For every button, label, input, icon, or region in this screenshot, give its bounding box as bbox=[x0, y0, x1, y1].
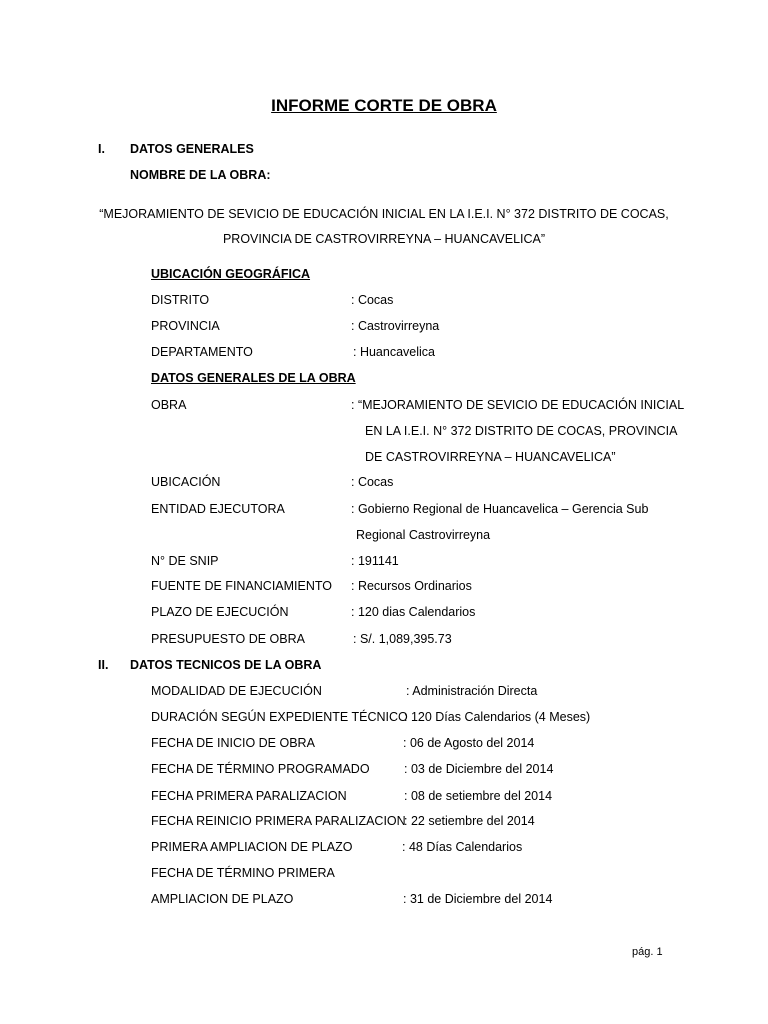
section-2-number: II. bbox=[98, 658, 109, 672]
section-1-heading: DATOS GENERALES bbox=[130, 142, 254, 156]
distrito-label: DISTRITO bbox=[151, 293, 210, 307]
tech-row-value: : 22 setiembre del 2014 bbox=[404, 814, 535, 828]
nombre-obra-line-1: “MEJORAMIENTO DE SEVICIO DE EDUCACIÓN INICIAL EN LA I.E.I. N° 372 DISTRITO DE COCAS, bbox=[99, 207, 669, 221]
fuente-value: : Recursos Ordinarios bbox=[351, 579, 472, 593]
ubicacion-label: UBICACIÓN bbox=[151, 475, 221, 489]
obra-value-line-3: DE CASTROVIRREYNA – HUANCAVELICA” bbox=[365, 450, 616, 464]
provincia-label: PROVINCIA bbox=[151, 319, 220, 333]
departamento-value: : Huancavelica bbox=[353, 345, 435, 359]
obra-label: OBRA bbox=[151, 398, 187, 412]
tech-row-value: : 03 de Diciembre del 2014 bbox=[404, 762, 554, 776]
page-number: pág. 1 bbox=[632, 946, 663, 958]
tech-row-value: : 31 de Diciembre del 2014 bbox=[403, 892, 553, 906]
tech-row-label: FECHA DE TÉRMINO PRIMERA bbox=[151, 866, 335, 880]
tech-row-label: FECHA DE TÉRMINO PROGRAMADO bbox=[151, 762, 370, 776]
obra-value-line-2: EN LA I.E.I. N° 372 DISTRITO DE COCAS, PROVINCIA bbox=[365, 424, 678, 438]
tech-row-value: : 08 de setiembre del 2014 bbox=[404, 789, 553, 803]
tech-row-value: : Administración Directa bbox=[406, 684, 538, 698]
entidad-value-line-2: Regional Castrovirreyna bbox=[356, 528, 491, 542]
obra-value-line-1: : “MEJORAMIENTO DE SEVICIO DE EDUCACIÓN INICIAL bbox=[351, 398, 685, 412]
snip-value: : 191141 bbox=[351, 554, 399, 568]
datos-obra-heading: DATOS GENERALES DE LA OBRA bbox=[151, 371, 356, 385]
tech-row-label: DURACIÓN SEGÚN EXPEDIENTE TÉCNICO bbox=[151, 710, 408, 724]
tech-row-label: FECHA DE INICIO DE OBRA bbox=[151, 736, 315, 750]
provincia-value: : Castrovirreyna bbox=[351, 319, 440, 333]
entidad-label: ENTIDAD EJECUTORA bbox=[151, 502, 285, 516]
tech-row-value: : 48 Días Calendarios bbox=[402, 840, 523, 854]
distrito-value: : Cocas bbox=[351, 293, 394, 307]
document-title: INFORME CORTE DE OBRA bbox=[271, 96, 497, 115]
fuente-label: FUENTE DE FINANCIAMIENTO bbox=[151, 579, 333, 593]
departamento-label: DEPARTAMENTO bbox=[151, 345, 253, 359]
section-1-number: I. bbox=[98, 142, 105, 156]
tech-row-label: PRIMERA AMPLIACION DE PLAZO bbox=[151, 840, 353, 854]
ubicacion-geografica-heading: UBICACIÓN GEOGRÁFICA bbox=[151, 267, 311, 281]
tech-row-value: : 120 Días Calendarios (4 Meses) bbox=[404, 710, 591, 724]
nombre-obra-line-2: PROVINCIA DE CASTROVIRREYNA – HUANCAVELICA” bbox=[222, 232, 546, 246]
tech-row-label: AMPLIACION DE PLAZO bbox=[151, 892, 294, 906]
tech-row-value: : 06 de Agosto del 2014 bbox=[403, 736, 535, 750]
tech-row-label: FECHA REINICIO PRIMERA PARALIZACION bbox=[151, 814, 406, 828]
entidad-value-line-1: : Gobierno Regional de Huancavelica – Gerencia Sub bbox=[351, 502, 649, 516]
nombre-obra-label: NOMBRE DE LA OBRA: bbox=[130, 168, 271, 182]
snip-label: N° DE SNIP bbox=[151, 554, 219, 568]
tech-row-label: FECHA PRIMERA PARALIZACION bbox=[151, 789, 347, 803]
presupuesto-value: : S/. 1,089,395.73 bbox=[353, 632, 452, 646]
tech-row-label: MODALIDAD DE EJECUCIÓN bbox=[151, 684, 322, 698]
ubicacion-value: : Cocas bbox=[351, 475, 394, 489]
plazo-value: : 120 dias Calendarios bbox=[351, 605, 476, 619]
presupuesto-label: PRESUPUESTO DE OBRA bbox=[151, 632, 305, 646]
plazo-label: PLAZO DE EJECUCIÓN bbox=[151, 605, 289, 619]
section-2-heading: DATOS TECNICOS DE LA OBRA bbox=[130, 658, 322, 672]
